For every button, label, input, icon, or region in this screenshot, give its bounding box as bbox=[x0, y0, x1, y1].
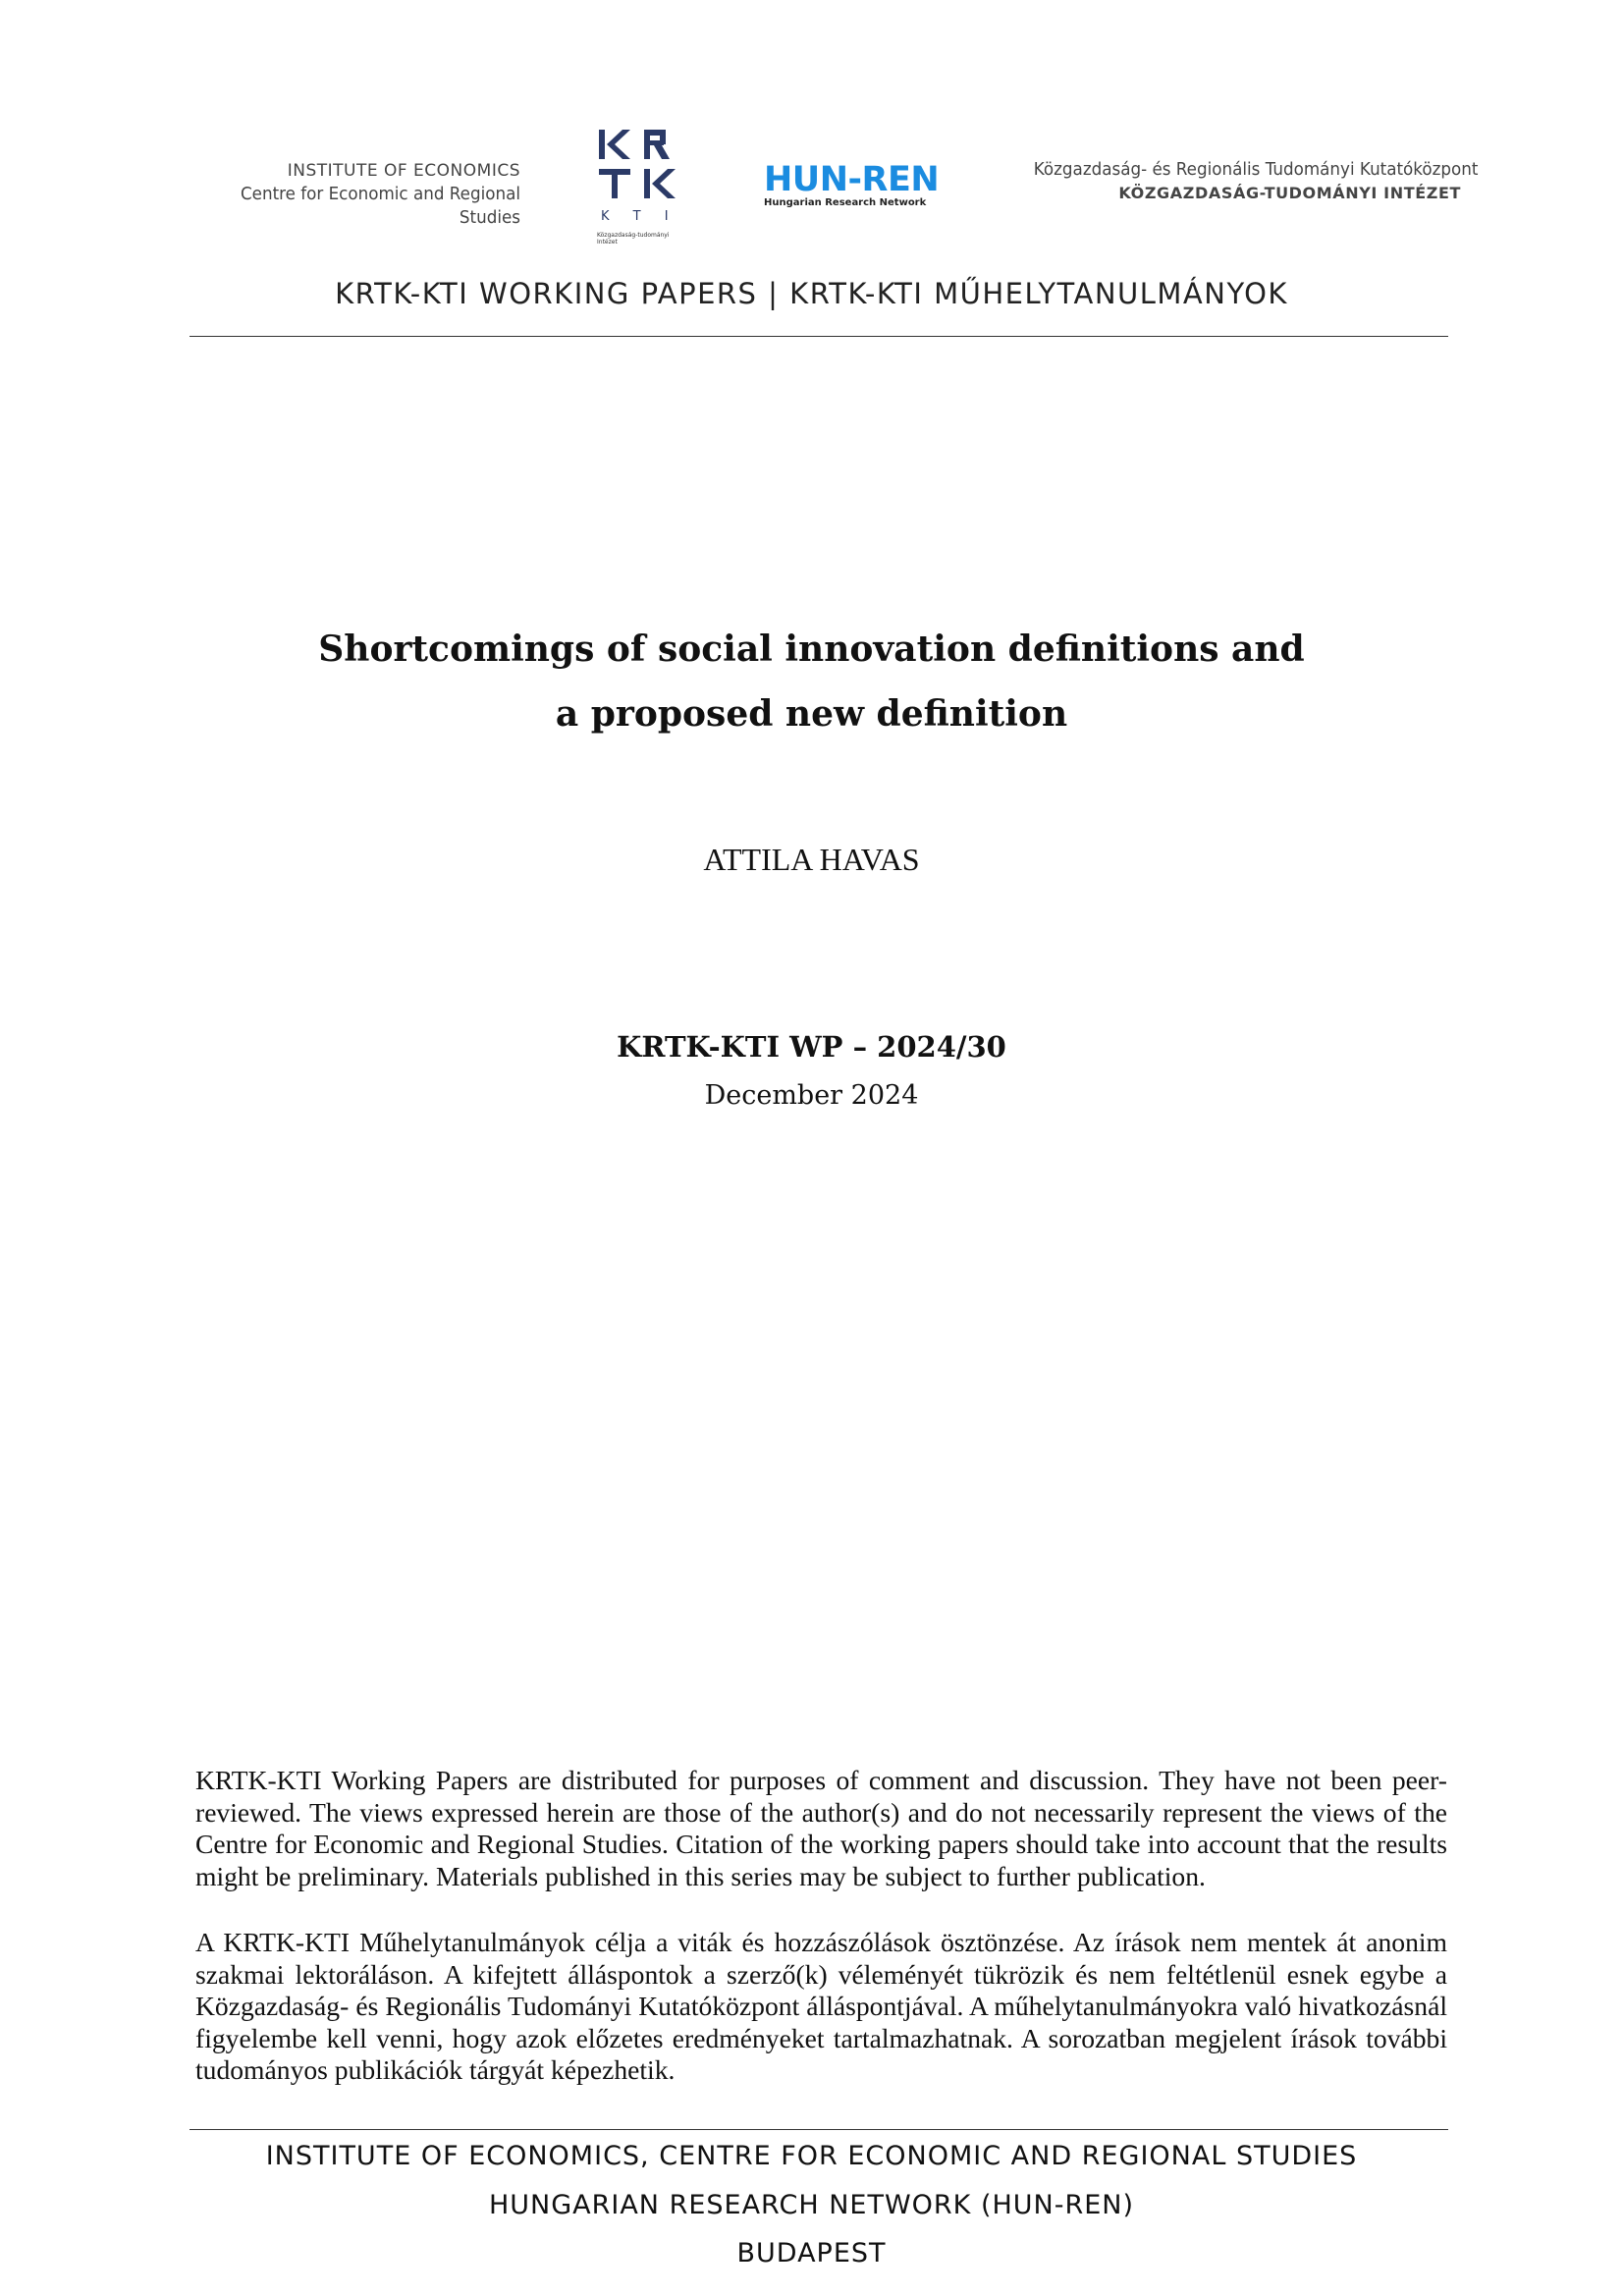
institute-of-economics-logo bbox=[177, 159, 520, 230]
krtk-logo-tiny-text: Közgazdaság-tudományi Intézet bbox=[597, 232, 670, 246]
footer-line2: HUNGARIAN RESEARCH NETWORK (HUN-REN) bbox=[488, 2190, 1135, 2220]
ktk-logo bbox=[1001, 157, 1479, 205]
header-divider bbox=[189, 336, 1448, 337]
paper-title-line1: Shortcomings of social innovation definitions and bbox=[318, 629, 1305, 670]
ie-logo-line1: INSTITUTE OF ECONOMICS bbox=[287, 161, 520, 181]
hun-ren-logo-subtitle: Hungarian Research Network bbox=[764, 197, 927, 208]
footer-divider bbox=[189, 2129, 1448, 2130]
krtk-kti-mark-icon bbox=[597, 128, 691, 230]
footer-line3: BUDAPEST bbox=[736, 2238, 887, 2269]
working-paper-number: KRTK-KTI WP – 2024/30 bbox=[617, 1030, 1006, 1064]
hun-ren-logo bbox=[764, 161, 960, 209]
disclaimer-english: KRTK-KTI Working Papers are distributed for purposes of comment and discussion. They have not been peer-reviewed. The views expressed herein are those of the author(s) and do not necessarily represent the views of the Centre for Economic and Regional Studies. Citation of the working papers should take into account that the results might be preliminary. Materials published in this series may be subject to further publication. bbox=[195, 1765, 1447, 1891]
series-title: KRTK-KTI WORKING PAPERS | KRTK-KTI MŰHELYTANULMÁNYOK bbox=[335, 277, 1288, 310]
ktk-logo-line2: KÖZGAZDASÁG-TUDOMÁNYI INTÉZET bbox=[1118, 184, 1461, 202]
paper-title-line2: a proposed new definition bbox=[555, 693, 1068, 735]
paper-title bbox=[0, 617, 1623, 746]
footer-line1: INSTITUTE OF ECONOMICS, CENTRE FOR ECONOMIC AND REGIONAL STUDIES bbox=[265, 2141, 1358, 2171]
ktk-logo-line1: Közgazdaság- és Regionális Tudományi Kutatóközpont bbox=[1033, 159, 1479, 180]
krtk-kti-logo bbox=[597, 128, 691, 246]
publication-date: December 2024 bbox=[704, 1080, 919, 1111]
disclaimer-hungarian: A KRTK-KTI Műhelytanulmányok célja a viták és hozzászólások ösztönzése. Az írások nem mentek át anonim szakmai lektoráláson. A kifejtett álláspontok a szerző(k) véleményét tükrözik és nem feltétlenül esnek egybe a Közgazdaság- és Regionális Tudományi Kutatóközpont álláspontjával. A műhelytanulmányokra való hivatkozásnál figyelembe kell venni, hogy azok előzetes eredményeket tartalmazhatnak. A sorozatban megjelent írások további tudományos publikációk tárgyát képezhetik. bbox=[195, 1927, 1447, 2085]
ie-logo-line2: Centre for Economic and Regional Studies bbox=[240, 184, 520, 228]
hun-ren-logo-name: HUN-REN bbox=[764, 160, 940, 199]
krtk-logo-sub: K T I bbox=[601, 209, 678, 224]
author-name: ATTILA HAVAS bbox=[703, 842, 920, 877]
